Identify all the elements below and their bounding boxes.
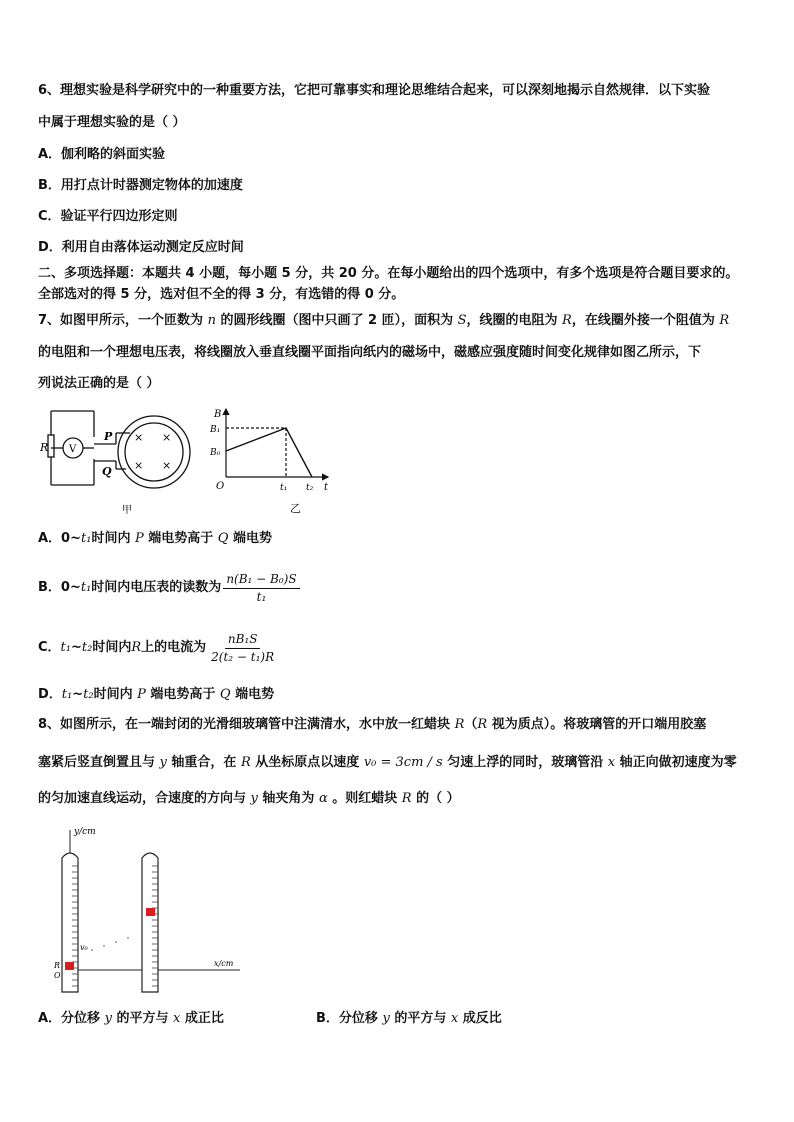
q8-stem-line-2: 塞紧后竖直倒置且与 y 轴重合，在 R 从坐标原点以速度 v₀ = 3cm / s 匀速上浮的同时，玻璃管沿 x 轴正向做初速度为零 — [38, 755, 737, 770]
caption-yi: 乙 — [290, 502, 301, 515]
x-axis-label: x/cm — [214, 959, 234, 968]
axis-label-b: B — [214, 409, 222, 420]
q7-stem-line-3: 列说法正确的是（ ） — [38, 376, 160, 391]
q7-option-a[interactable]: A．0~t₁时间内 P 端电势高于 Q 端电势 — [38, 531, 272, 546]
q6-option-c[interactable]: C．验证平行四边形定则 — [38, 209, 178, 224]
q6-stem-line-2: 中属于理想实验的是（ ） — [38, 115, 186, 130]
label-t2: t₂ — [306, 483, 314, 493]
trajectory-dot — [115, 941, 117, 943]
wax-block-moved — [146, 908, 155, 916]
label-origin: O — [216, 481, 225, 492]
y-axis-label: y/cm — [74, 827, 96, 837]
q7-figure-bt-graph — [208, 405, 336, 497]
q7-figure-circuit — [34, 405, 206, 517]
q8-option-b[interactable]: B．分位移 y 的平方与 x 成反比 — [316, 1011, 502, 1026]
q6-option-a[interactable]: A．伽利略的斜面实验 — [38, 147, 166, 162]
coil-outer — [118, 416, 190, 488]
label-t1: t₁ — [280, 483, 288, 493]
section-2-instructions-2: 全部选对的得 5 分，选对但不全的得 3 分，有选错的得 0 分。 — [38, 287, 405, 302]
q8-stem-line-3: 的匀加速直线运动，合速度的方向与 y 轴夹角为 α 。则红蜡块 R 的（ ） — [38, 791, 460, 806]
axis-label-t: t — [324, 482, 329, 493]
q7-option-b-fraction: $\frac{\text{n(B₁ − B₀)S}}{\text{t₁}}$ — [223, 572, 299, 605]
tube-2 — [142, 853, 158, 992]
cross-3: × — [134, 459, 144, 472]
label-b0: B₀ — [210, 448, 221, 458]
cross-2: × — [162, 431, 172, 444]
b-curve — [226, 428, 312, 477]
tube-1 — [62, 853, 78, 992]
label-R: R — [40, 441, 49, 454]
v0-label: v₀ — [80, 943, 88, 952]
resistor-symbol — [48, 435, 54, 457]
label-P: P — [104, 430, 113, 443]
origin-label: O — [54, 971, 61, 980]
label-Q: Q — [102, 465, 112, 478]
wax-label-R: R — [54, 961, 61, 970]
cross-4: × — [162, 459, 172, 472]
trajectory-dot — [91, 949, 93, 951]
q7-stem-line-2: 的电阻和一个理想电压表，将线圈放入垂直线圈平面指向纸内的磁场中，磁感应强度随时间变化规律如图乙所示，下 — [38, 345, 702, 360]
q7-option-c-fraction: $\frac{\text{nB₁S}}{\text{2(t₂ − t₁)R}}$ — [211, 631, 275, 664]
q7-option-d[interactable]: D．t₁~t₂时间内 P 端电势高于 Q 端电势 — [38, 687, 275, 702]
section-2-instructions-1: 二、多项选择题：本题共 4 小题，每小题 5 分，共 20 分。在每小题给出的四个选项中，有多个选项是符合题目要求的。 — [38, 266, 739, 281]
q8-option-a[interactable]: A．分位移 y 的平方与 x 成正比 — [38, 1011, 224, 1026]
q6-option-b[interactable]: B．用打点计时器测定物体的加速度 — [38, 178, 243, 193]
cross-1: × — [134, 431, 144, 444]
q7-option-c[interactable]: C． t₁ ~ t₂ 时间内 R 上的电流为 $\frac{\text{nB₁S}}{\text{2(t₂ − t₁)R}}$ — [38, 630, 758, 666]
label-V: V — [69, 444, 77, 455]
q7-option-b[interactable]: B．0~ t₁ 时间内电压表的读数为 $\frac{\text{n(B₁ − B₀)S}}{\text{t₁}}$ — [38, 570, 758, 606]
q8-figure-tubes — [44, 822, 254, 1004]
q6-option-d[interactable]: D．利用自由落体运动测定反应时间 — [38, 240, 244, 255]
trajectory-dot — [127, 937, 129, 939]
trajectory-dot — [103, 945, 105, 947]
wax-block-start — [65, 962, 74, 970]
q6-stem-line-1: 6、理想实验是科学研究中的一种重要方法，它把可靠事实和理论思维结合起来，可以深刻地揭示自然规律．以下实验 — [38, 83, 711, 98]
q7-stem-line-1: 7、如图甲所示，一个匝数为 n 的圆形线圈（图中只画了 2 匝），面积为 S，线圈的电阻为 R，在线圈外接一个阻值为 R — [38, 313, 730, 328]
label-b1: B₁ — [210, 425, 221, 435]
q8-stem-line-1: 8、如图所示，在一端封闭的光滑细玻璃管中注满清水，水中放一红蜡块 R（R 视为质点）。将玻璃管的开口端用胶塞 — [38, 717, 707, 732]
caption-jia: 甲 — [122, 505, 132, 516]
